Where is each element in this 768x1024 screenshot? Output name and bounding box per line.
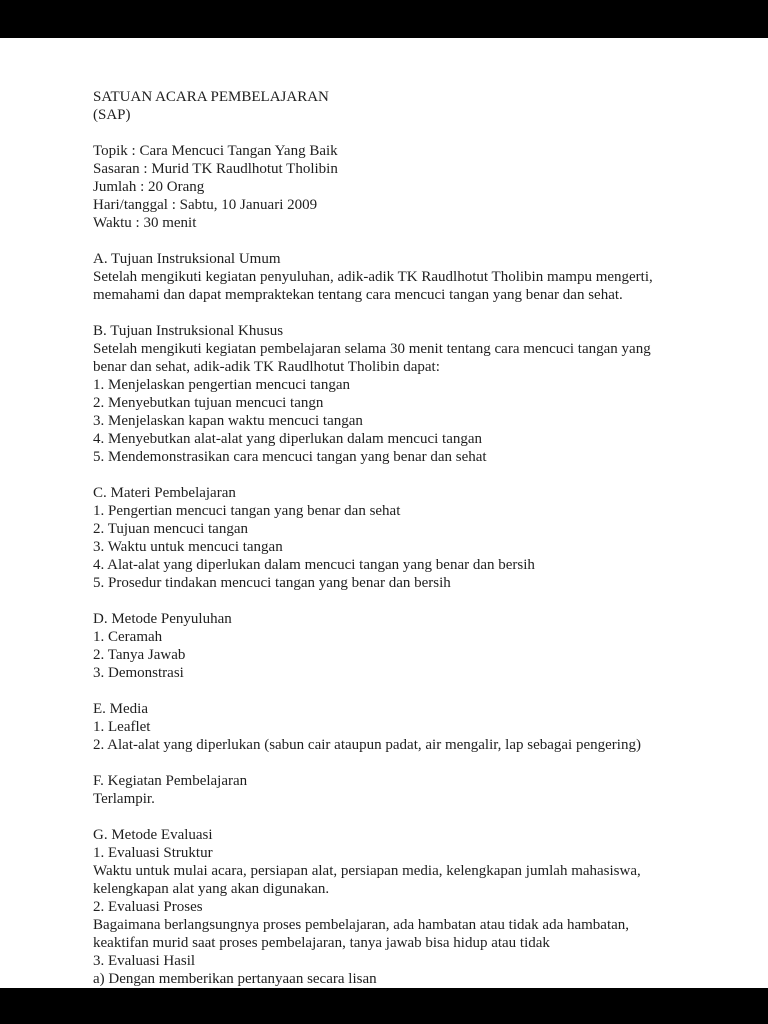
- document-page: [93, 88, 693, 988]
- text-block: [93, 700, 693, 754]
- text-line: Hari/tanggal : Sabtu, 10 Januari 2009: [93, 197, 318, 213]
- text-line: Terlampir.: [93, 791, 155, 807]
- text-line: 1. Evaluasi Struktur: [93, 845, 213, 861]
- text-line: G. Metode Evaluasi: [93, 827, 213, 843]
- text-line: A. Tujuan Instruksional Umum: [93, 251, 281, 267]
- text-line: F. Kegiatan Pembelajaran: [93, 773, 248, 789]
- text-block: [93, 322, 693, 466]
- text-block: [93, 772, 693, 808]
- top-letterbox-bar: [0, 0, 768, 38]
- text-line: Bagaimana berlangsungnya proses pembelajaran, ada hambatan atau tidak ada hambatan,: [93, 917, 630, 933]
- text-line: 2. Tanya Jawab: [93, 647, 186, 663]
- text-line: 2. Tujuan mencuci tangan: [93, 521, 248, 537]
- text-line: 3. Demonstrasi: [93, 665, 184, 681]
- text-line: D. Metode Penyuluhan: [93, 611, 232, 627]
- text-block: [93, 610, 693, 682]
- text-line: (SAP): [93, 107, 131, 123]
- text-line: E. Media: [93, 701, 148, 717]
- text-line: 3. Evaluasi Hasil: [93, 953, 196, 969]
- text-block: [93, 250, 693, 304]
- document-title-block: [93, 88, 693, 124]
- text-line: Setelah mengikuti kegiatan penyuluhan, adik-adik TK Raudlhotut Tholibin mampu mengerti,: [93, 269, 653, 285]
- text-line: 3. Menjelaskan kapan waktu mencuci tangan: [93, 413, 363, 429]
- text-line: 4. Menyebutkan alat-alat yang diperlukan dalam mencuci tangan: [93, 431, 483, 447]
- text-line: C. Materi Pembelajaran: [93, 485, 236, 501]
- text-line: memahami dan dapat mempraktekan tentang cara mencuci tangan yang benar dan sehat.: [93, 287, 623, 303]
- text-line: 5. Mendemonstrasikan cara mencuci tangan yang benar dan sehat: [93, 449, 487, 465]
- text-line: Waktu untuk mulai acara, persiapan alat, persiapan media, kelengkapan jumlah mahasiswa,: [93, 863, 641, 879]
- text-line: Topik : Cara Mencuci Tangan Yang Baik: [93, 143, 338, 159]
- text-line: 4. Alat-alat yang diperlukan dalam mencuci tangan yang benar dan bersih: [93, 557, 535, 573]
- text-line: 2. Menyebutkan tujuan mencuci tangn: [93, 395, 324, 411]
- text-block: [93, 484, 693, 592]
- text-line: a) Dengan memberikan pertanyaan secara lisan: [93, 971, 377, 987]
- text-block: [93, 142, 693, 232]
- text-line: 3. Waktu untuk mencuci tangan: [93, 539, 283, 555]
- text-line: 1. Leaflet: [93, 719, 151, 735]
- text-line: 2. Evaluasi Proses: [93, 899, 203, 915]
- text-block: [93, 826, 693, 988]
- text-line: Sasaran : Murid TK Raudlhotut Tholibin: [93, 161, 338, 177]
- text-line: kelengkapan alat yang akan digunakan.: [93, 881, 330, 897]
- text-line: Jumlah : 20 Orang: [93, 179, 205, 195]
- text-line: 5. Prosedur tindakan mencuci tangan yang benar dan bersih: [93, 575, 451, 591]
- text-line: 1. Menjelaskan pengertian mencuci tangan: [93, 377, 350, 393]
- document-title: SATUAN ACARA PEMBELAJARAN: [93, 89, 329, 105]
- text-line: 1. Pengertian mencuci tangan yang benar dan sehat: [93, 503, 401, 519]
- bottom-letterbox-bar: [0, 988, 768, 1024]
- text-line: benar dan sehat, adik-adik TK Raudlhotut Tholibin dapat:: [93, 359, 440, 375]
- text-line: B. Tujuan Instruksional Khusus: [93, 323, 284, 339]
- text-line: Waktu : 30 menit: [93, 215, 197, 231]
- text-line: 1. Ceramah: [93, 629, 163, 645]
- text-line: Setelah mengikuti kegiatan pembelajaran selama 30 menit tentang cara mencuci tangan yang: [93, 341, 651, 357]
- text-line: keaktifan murid saat proses pembelajaran, tanya jawab bisa hidup atau tidak: [93, 935, 550, 951]
- text-line: 2. Alat-alat yang diperlukan (sabun cair ataupun padat, air mengalir, lap sebagai pengering): [93, 737, 641, 753]
